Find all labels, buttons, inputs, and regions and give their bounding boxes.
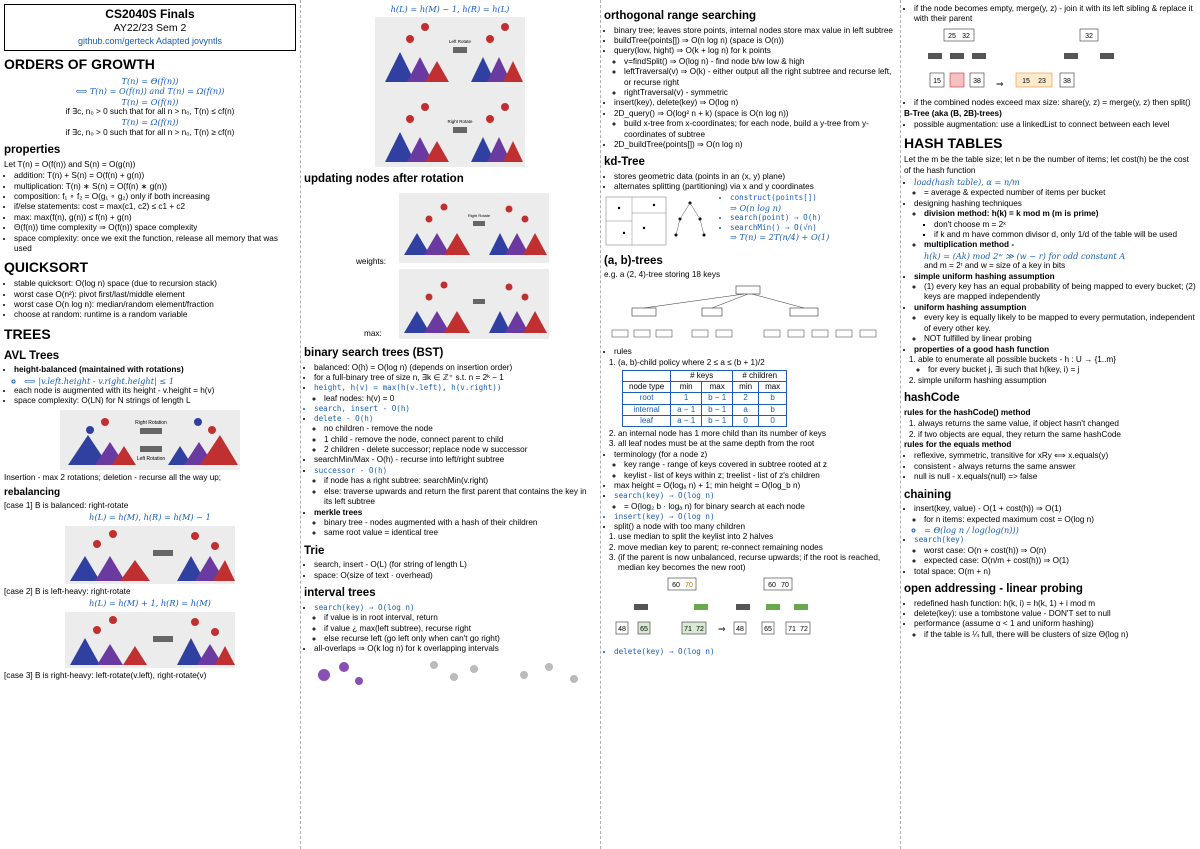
column-4 [900,4,1200,849]
ors-heading: orthogonal range searching [604,10,757,22]
table-cell: internal [623,404,671,415]
list-item: • reflexive, symmetric, transitive for xRy ⟺ x.equals(y) [914,451,1196,461]
bst-delete: delete - O(h) [314,413,374,423]
list-item: ◦ every key is equally likely to be mapped to every permutation, independent of every other key. [924,313,1196,334]
list-item [314,508,596,539]
list-item: ◦ = average & expected number of items per bucket [924,188,1196,198]
uha-heading: uniform hashing assumption [914,302,1027,312]
key: 48 [736,625,744,633]
list-item: ▪ if k and m have common divisor d, only 1/d of the table will be used [934,230,1196,240]
table-cell: a [733,404,759,415]
list-item: ◦ leftTraversal(v) ⇒ O(k) - either output all the right subtree and recurse left, or recurse right [624,67,896,88]
ab-terminology [604,450,896,532]
multiplication-formula: h(k) = (Ak) mod 2ʷ ≫ (w − r) for odd constant A [924,250,1126,261]
table-cell: b − 1 [702,393,733,404]
equals-list [904,451,1196,482]
btree-heading: B-Tree (aka (B, 2B)-trees) [904,108,1002,118]
list-item [614,109,896,140]
table-cell: b − 1 [702,404,733,415]
list-item: • balanced: O(h) = O(log n) (depends on insertion order) [314,363,596,373]
list-item: ◦ NOT fulfilled by linear probing [924,334,1196,344]
orders-formula: ⟺ T(n) = O(f(n)) and T(n) = Ω(f(n)) [75,86,225,97]
interval-tree-figure [304,655,594,695]
list-item: ◦ keylist - list of keys within z; treelist - list of z's children [624,471,896,481]
good-hash-list [904,355,1196,386]
hash-list [904,177,1196,355]
ab-table [622,370,787,427]
arrow-icon: ⇒ [718,624,726,635]
list-item: ◦ for n items: expected maximum cost = O(log n) [924,515,1196,525]
list-item: 2. if two objects are equal, they return the same hashCode [918,430,1196,440]
quicksort-heading: QUICKSORT [4,259,88,276]
ab-rule-list-2 [604,429,896,450]
case-1: [case 1] B is balanced: right-rotate [4,500,129,510]
insertion-deletion-note: Insertion - max 2 rotations; deletion - recurse all the way up; [4,472,222,482]
list-item: • multiplication: T(n) ∗ S(n) = O(f(n) ∗ g(n)) [14,182,296,192]
hash-intro: Let the m be the table size; let n be the number of items; let cost(h) be the cost of the hash function [904,155,1189,175]
doc-credit[interactable]: github.com/gerteck Adapted jovyntls [77,35,223,46]
list-item: • Θ(f(n)) time complexity ⇒ O(f(n)) space complexity [14,223,296,233]
merkle-trees: merkle trees [314,507,363,517]
btree-list [904,120,1196,130]
list-item: ◦ no children - remove the node [324,424,596,434]
list-item: • alternates splitting (partitioning) via x and y coordinates [614,182,896,192]
list-item: • total space: O(m + n) [914,567,1196,577]
list-item: • search, insert - O(L) (for string of length L) [314,560,596,570]
list-item: • addition: T(n) + S(n) = O(f(n) + g(n)) [14,171,296,181]
ors-2d-query: 2D_query() ⇒ O(log² n + k) (space is O(n log n)) [614,108,789,118]
list-item [314,414,596,456]
list-item: ◦ = Θ(log n / log(log(n))) [924,525,1196,535]
list-item: ◦ if the table is ¼ full, there will be clusters of size Θ(log n) [924,630,1196,640]
list-item [924,209,1196,240]
table-header: node type [623,382,671,393]
table-header: # children [733,371,787,382]
list-item: • if/else statements: cost = max(c1, c2) ≤ c1 + c2 [14,202,296,212]
list-item: • insert(key), delete(key) ⇒ O(log n) [614,98,896,108]
list-item: ◦ build x-tree from x-coordinates; for each node, build a y-tree from y-coordinates of subtree [624,119,896,140]
kd-tree-figure [604,193,714,249]
list-item: • if the combined nodes exceed max size: share(y, z) = merge(y, z) then split() [914,98,1196,108]
list-item [914,345,1196,355]
key: 32 [962,32,970,40]
list-item: ◦ for every bucket j, ∃i such that h(key, i) = j [928,365,1196,375]
list-item: ◦ worst case: O(n + cost(h)) ⇒ O(n) [924,546,1196,556]
table-cell: b [759,393,787,404]
list-item: ◦ else recurse left (go left only when can't go right) [324,634,596,644]
list-item: ◦ leaf nodes: h(v) = 0 [324,394,596,404]
case-2: [case 2] B is left-heavy: right-rotate [4,586,131,596]
weights-label: weights: [356,257,387,266]
properties-intro: Let T(n) = O(f(n)) and S(n) = O(g(n)) [4,159,136,169]
case-2-figure [65,612,235,668]
list-item: • for a full-binary tree of size n, ∃k ∈ ℤ⁺ s.t. n = 2ᵏ − 1 [314,373,596,383]
doc-title: CS2040S Finals [105,7,195,21]
table-cell: a − 1 [671,404,702,415]
properties-heading: properties [4,144,61,157]
list-item [914,272,1196,303]
split-steps [604,532,896,574]
list-item: ◦ binary tree - nodes augmented with a hash of their children [324,518,596,528]
orders-formula: T(n) = O(f(n)) [121,96,179,107]
key: 70 [685,581,693,589]
enumerate-buckets: able to enumerate all possible buckets - h : U → {1..m} [918,354,1116,364]
designing-hashing: designing hashing techniques [914,198,1022,208]
kd-heading: kd-Tree [604,156,645,169]
weight-max-figure [399,193,549,341]
list-item [614,491,896,512]
avl-rotation-figure [60,410,240,470]
list-item: ◦ if node has a right subtree: searchMin(v.right) [324,476,596,486]
case-3: [case 3] B is right-heavy: left-rotate(v.left), right-rotate(v) [4,670,207,680]
list-item: • redefined hash function: h(k, i) = h(k, 1) + i mod m [914,599,1196,609]
list-item: • insert(key) ⇒ O(log n) [614,512,896,522]
key: 71 [788,625,796,633]
doc-term: AY22/23 Sem 2 [113,22,187,35]
case-1-figure [65,526,235,584]
orders-heading: ORDERS OF GROWTH [4,55,155,72]
ab-rule-list [604,358,896,368]
linear-probing-heading: open addressing - linear probing [904,583,1083,596]
key: 23 [1038,77,1046,85]
list-item: • each node is augmented with its height - v.height = h(v) [14,386,296,396]
table-cell: leaf [623,415,671,426]
left-rotation-label: Left Rotation [136,455,166,462]
list-item: ◦ same root value = identical tree [324,528,596,538]
table-header: max [759,382,787,393]
orders-formula: if ∃c, n₀ > 0 such that for all n > n₀, T(n) ≤ cf(n) [65,106,235,116]
load-factor: load(hash table), α = n/m [914,177,1020,188]
list-item [918,355,1196,376]
interval-heading: interval trees [304,587,376,600]
list-item [914,303,1196,345]
list-item: ◦ expected case: O(n/m + cost(h)) ⇒ O(1) [924,556,1196,566]
table-header: min [733,382,759,393]
kd-list [604,172,896,193]
list-item: • possible augmentation: use a linkedList to connect between each level [914,120,1196,130]
hash-heading: HASH TABLES [904,135,1003,152]
ab-example: e.g. a (2, 4)-tree storing 18 keys [604,270,721,280]
ors-list [604,26,896,151]
table-cell: a − 1 [671,415,702,426]
trie-list [304,560,596,581]
interval-search: search(key) ⇒ O(log n) [314,602,415,612]
orders-formula: T(n) = Θ(f(n)) [121,75,179,86]
list-item: • stable quicksort: O(log n) space (due to recursion stack) [14,279,296,289]
list-item: ◦ 2 children - delete successor; replace node w successor [324,445,596,455]
title-box [4,4,296,51]
list-item: ◦ else: traverse upwards and return the first parent that contains the key in its left subtree [324,487,596,508]
list-item: ◦ 1 child - remove the node, connect parent to child [324,435,596,445]
list-item: 2. move median key to parent; re-connect remaining nodes [618,543,896,553]
merge-figure [904,25,1164,95]
list-item [914,177,1196,199]
case-1-formula: h(L) = h(M), h(R) = h(M) − 1 [89,512,211,523]
list-item: ◦ v=findSplit() ⇒ O(log n) - find node b/w low & high [624,57,896,67]
list-item: ◦ ⟺ |v.left.height - v.right.height| ≤ 1 [24,376,296,386]
key: 60 [768,581,776,589]
bst-list [304,363,596,539]
list-item: • stores geometric data (points in an (x, y) plane) [614,172,896,182]
key: 72 [696,625,704,633]
key: 72 [800,625,808,633]
list-item: 3. all leaf nodes must be at the same depth from the root [618,439,896,449]
list-item: • if the node becomes empty, merge(y, z) - join it with its left sibling & replace it with their parent [914,4,1196,25]
table-cell: 0 [759,415,787,426]
chaining-heading: chaining [904,488,952,501]
orders-formula: T(n) = Ω(f(n)) [121,117,179,128]
split-figure [604,574,884,644]
chain-search: search(key) [914,535,965,545]
orders-formula: if ∃c, n₀ > 0 such that for all n > n₀, T(n) ≥ cf(n) [65,127,235,137]
list-item: 1. (a, b)-child policy where 2 ≤ a ≤ (b + 1)/2 [618,358,896,368]
list-item [914,199,1196,272]
case-3-formula: h(L) = h(M) − 1, h(R) = h(L) [390,4,510,14]
list-item: • search, insert - O(h) [314,404,596,414]
ors-query: query(low, hight) ⇒ O(k + log n) for k points [614,46,771,56]
table-cell [623,371,671,382]
key: 65 [640,625,648,633]
right-rotate-label: Right Rotate [447,119,473,125]
list-item: 2. simple uniform hashing assumption [918,376,1196,386]
list-item: • binary tree; leaves store points, internal nodes store max value in left subtree [614,26,896,36]
key: 65 [764,625,772,633]
list-item: • space complexity: once we exit the function, release all memory that was used [14,234,296,255]
list-item: ◦ (1) every key has an equal probability of being mapped to every bucket; (2) keys are mapped independently [924,282,1196,303]
arrow-icon: ⇒ [996,79,1004,90]
list-item: ◦ if value is in root interval, return [324,613,596,623]
good-hash-heading: properties of a good hash function [914,344,1050,354]
list-item: 1. always returns the same value, if object hasn't changed [918,419,1196,429]
table-row [623,393,787,404]
updating-nodes-figure [304,189,596,341]
share-list [904,98,1196,108]
key: 15 [1022,77,1030,85]
list-item: • rules [614,347,896,357]
list-item: ⇒ T(n) = 2T(n/4) + O(1) [730,232,830,243]
case-3-figure [375,17,525,167]
list-item: • searchMin() ⇒ O(√n) [730,223,829,233]
key: 25 [948,32,956,40]
multiplication-method: multiplication method - [924,240,1015,250]
list-item: • choose at random: runtime is a random variable [14,310,296,320]
trees-heading: TREES [4,325,51,342]
table-cell: b − 1 [702,415,733,426]
table-header: min [671,382,702,393]
list-item: • search(point) ⇒ O(h) [730,213,829,223]
ab-tree-figure [604,282,894,344]
performance: performance (assume α < 1 and uniform hashing) [914,619,1094,629]
avl-heading: AVL Trees [4,349,60,362]
linear-probing-list [904,599,1196,641]
equals-rules: rules for the equals method [904,439,1012,449]
list-item: 3. (if the parent is now unbalanced, recurse upwards; if the root is reached, median key becomes the new root) [618,553,896,574]
key: 48 [618,625,626,633]
properties-list [4,171,296,254]
bst-successor: successor - O(h) [314,465,388,475]
list-item: • space complexity: O(LN) for N strings of length L [14,396,296,406]
list-item: ◦ rightTraversal(v) - symmetric [624,88,896,98]
list-item: • searchMin/Max - O(h) - recurse into left/right subtree [314,455,596,465]
kd-ops [720,193,829,243]
updating-nodes-heading: updating nodes after rotation [304,173,464,186]
kd-block [604,193,896,249]
list-item: • worst case O(n²): pivot first/last/middle element [14,290,296,300]
list-item: • construct(points[]) [730,193,829,203]
hashcode-heading: hashCode [904,392,960,405]
list-item: • null is null - x.equals(null) => false [914,472,1196,482]
table-row [623,404,787,415]
list-item [314,466,596,508]
list-item: • split() a node with too many children [614,522,896,532]
column-2 [300,4,600,849]
list-item: • delete(key) ⇒ O(log n) [614,647,896,657]
table-header: # keys [671,371,733,382]
ab-rules [604,347,896,357]
list-item [914,504,1196,535]
list-item: ◦ if value ¿ max(left subtree), recurse right [324,624,596,634]
key: 15 [933,77,941,85]
key: 60 [672,581,680,589]
ab-search: search(key) ⇒ O(log n) [614,491,715,501]
list-item [314,383,596,404]
table-cell: 0 [733,415,759,426]
max-label: max: [364,329,382,338]
list-item: • buildTree(points[]) ⇒ O(n log n) (space is O(n)) [614,36,896,46]
quicksort-list [4,279,296,321]
chaining-list [904,504,1196,577]
bst-heading: binary search trees (BST) [304,347,444,359]
left-rotate-label: Left Rotate [448,39,472,45]
trie-heading: Trie [304,544,325,557]
list-item: • delete(key): use a tombstone value - DON'T set to null [914,609,1196,619]
table-cell: 2 [733,393,759,404]
list-item [614,46,896,98]
right-rotate-label: Right Rotate [467,213,491,218]
list-item: • space: O(size of text · overhead) [314,571,596,581]
list-item [914,535,1196,566]
table-cell: root [623,393,671,404]
list-item: 2. an internal node has 1 more child than its number of keys [618,429,896,439]
key: 38 [1063,77,1071,85]
table-header: max [702,382,733,393]
list-item: • 2D_buildTree(points[]) ⇒ O(n log n) [614,140,896,150]
suha-heading: simple uniform hashing assumption [914,271,1055,281]
hashcode-list [904,419,1196,440]
list-item [614,450,896,481]
bst-height: height, h(v) = max(h(v.left), h(v.right)) [314,383,502,393]
list-item: • consistent - always returns the same answer [914,462,1196,472]
column-1 [0,4,300,849]
list-item: ▪ don't choose m = 2ˣ [934,220,1196,230]
ab-delete [604,647,896,657]
division-method: division method: h(k) = k mod m (m is prime) [924,209,1099,219]
table-row [623,415,787,426]
ab-heading: (a, b)-trees [604,254,663,267]
list-item: • composition: f₁ ∘ f₂ = O(g₁ ∘ g₂) only if both increasing [14,192,296,202]
terminology-heading: terminology (for a node z) [614,449,708,459]
list-item: • worst case O(n log n): median/random element/fraction [14,300,296,310]
list-item: • max height = O(logₐ n) + 1; min height = O(log_b n) [614,481,896,491]
avl-height-balanced: height-balanced (maintained with rotations) [14,365,184,375]
list-item [924,240,1196,271]
list-item [314,603,596,645]
list-item: • all-overlaps ⇒ O(k log n) for k overlapping intervals [314,644,596,654]
list-item: ◦ key range - range of keys covered in subtree rooted at z [624,460,896,470]
list-item: • max: max(f(n), g(n)) ≤ f(n) + g(n) [14,213,296,223]
multiplication-note: and m = 2ʳ and w = size of a key in bits [924,261,1066,271]
key: 71 [684,625,692,633]
key: 70 [781,581,789,589]
interval-list [304,603,596,655]
list-item: ◦ = O(log₂ b · logₐ n) for binary search at each node [624,502,896,512]
chain-insert: insert(key, value) - O(1 + cost(h)) ⇒ O(1) [914,504,1062,514]
hashcode-rules: rules for the hashCode() method [904,407,1031,417]
rebalancing-heading: rebalancing [4,487,61,499]
list-item [14,365,296,386]
table-cell: b [759,404,787,415]
list-item [914,619,1196,640]
case-2-formula: h(L) = h(M) + 1, h(R) = h(M) [89,598,211,609]
list-item: 1. use median to split the keylist into 2 halves [618,532,896,542]
right-rotation-label: Right Rotation [135,419,167,426]
merge-list [904,4,1196,25]
key: 32 [1085,32,1093,40]
avl-list [4,365,296,407]
column-3 [600,4,900,849]
table-cell: 1 [671,393,702,404]
key: 38 [973,77,981,85]
list-item: ⇒ O(n log n) [730,202,782,213]
